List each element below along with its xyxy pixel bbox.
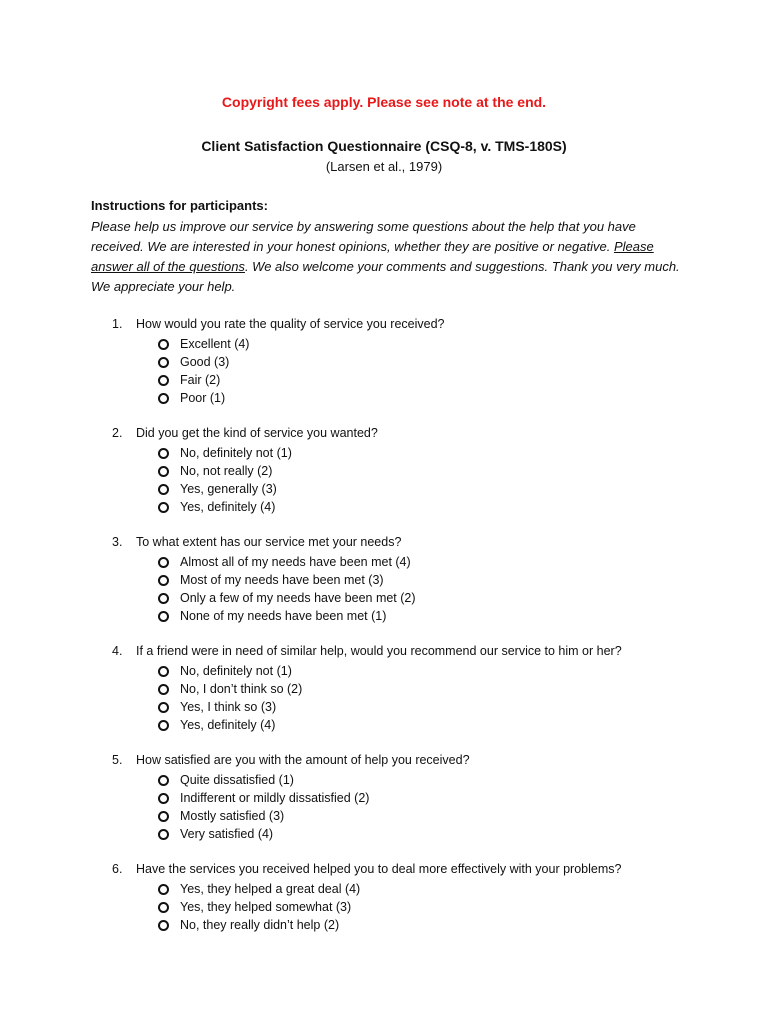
radio-circle-icon[interactable] bbox=[158, 702, 169, 713]
radio-circle-icon[interactable] bbox=[158, 466, 169, 477]
answer-option[interactable] bbox=[158, 789, 369, 807]
answer-option[interactable] bbox=[158, 880, 360, 898]
option-label: Almost all of my needs have been met (4) bbox=[180, 555, 411, 569]
question-list bbox=[0, 317, 768, 971]
radio-circle-icon[interactable] bbox=[158, 829, 169, 840]
question-4 bbox=[0, 644, 768, 753]
instructions-heading: Instructions for participants: bbox=[91, 198, 268, 213]
answer-options bbox=[158, 444, 292, 516]
answer-option[interactable] bbox=[158, 371, 249, 389]
instructions-text-after: . We also welcome your comments and suggestions. Thank you very much. We appreciate your help. bbox=[91, 259, 680, 294]
question-number: 6. bbox=[112, 862, 123, 876]
question-label: How would you rate the quality of service you received? bbox=[136, 317, 445, 331]
option-label: Poor (1) bbox=[180, 391, 226, 405]
question-2 bbox=[0, 426, 768, 535]
option-label: Good (3) bbox=[180, 355, 230, 369]
radio-circle-icon[interactable] bbox=[158, 357, 169, 368]
answer-options bbox=[158, 335, 249, 407]
answer-option[interactable] bbox=[158, 771, 369, 789]
radio-circle-icon[interactable] bbox=[158, 611, 169, 622]
answer-option[interactable] bbox=[158, 480, 292, 498]
answer-options bbox=[158, 553, 416, 625]
answer-option[interactable] bbox=[158, 825, 369, 843]
answer-option[interactable] bbox=[158, 353, 249, 371]
answer-option[interactable] bbox=[158, 444, 292, 462]
citation: (Larsen et al., 1979) bbox=[325, 159, 443, 174]
page-title: Client Satisfaction Questionnaire (CSQ-8, v. TMS-180S) bbox=[201, 138, 567, 154]
option-label: Quite dissatisfied (1) bbox=[180, 773, 294, 787]
answer-option[interactable] bbox=[158, 680, 302, 698]
question-text bbox=[112, 317, 445, 331]
instructions-text bbox=[91, 217, 691, 297]
question-number: 5. bbox=[112, 753, 123, 767]
question-label: Did you get the kind of service you wanted? bbox=[136, 426, 378, 440]
option-label: Most of my needs have been met (3) bbox=[180, 573, 384, 587]
answer-option[interactable] bbox=[158, 389, 249, 407]
radio-circle-icon[interactable] bbox=[158, 502, 169, 513]
option-label: Yes, I think so (3) bbox=[180, 700, 277, 714]
option-label: Mostly satisfied (3) bbox=[180, 809, 285, 823]
question-3 bbox=[0, 535, 768, 644]
radio-circle-icon[interactable] bbox=[158, 666, 169, 677]
answer-option[interactable] bbox=[158, 807, 369, 825]
answer-option[interactable] bbox=[158, 898, 360, 916]
question-number: 4. bbox=[112, 644, 123, 658]
radio-circle-icon[interactable] bbox=[158, 920, 169, 931]
question-1 bbox=[0, 317, 768, 426]
option-label: Yes, definitely (4) bbox=[180, 718, 276, 732]
question-label: If a friend were in need of similar help, would you recommend our service to him or her? bbox=[136, 644, 622, 658]
radio-circle-icon[interactable] bbox=[158, 902, 169, 913]
radio-circle-icon[interactable] bbox=[158, 793, 169, 804]
answer-option[interactable] bbox=[158, 698, 302, 716]
option-label: Indifferent or mildly dissatisfied (2) bbox=[180, 791, 370, 805]
answer-options bbox=[158, 771, 369, 843]
radio-circle-icon[interactable] bbox=[158, 884, 169, 895]
radio-circle-icon[interactable] bbox=[158, 593, 169, 604]
question-number: 2. bbox=[112, 426, 123, 440]
radio-circle-icon[interactable] bbox=[158, 448, 169, 459]
option-label: Yes, they helped somewhat (3) bbox=[180, 900, 352, 914]
question-number: 1. bbox=[112, 317, 123, 331]
radio-circle-icon[interactable] bbox=[158, 775, 169, 786]
option-label: Fair (2) bbox=[180, 373, 221, 387]
radio-circle-icon[interactable] bbox=[158, 393, 169, 404]
question-text bbox=[112, 535, 401, 549]
option-label: No, they really didn’t help (2) bbox=[180, 918, 340, 932]
instructions-text-before: Please help us improve our service by answering some questions about the help that you have received. We are interested in your honest opinions, whether they are positive or negative. bbox=[91, 219, 636, 254]
answer-option[interactable] bbox=[158, 571, 416, 589]
option-label: Yes, definitely (4) bbox=[180, 500, 276, 514]
answer-option[interactable] bbox=[158, 589, 416, 607]
option-label: None of my needs have been met (1) bbox=[180, 609, 387, 623]
answer-option[interactable] bbox=[158, 916, 360, 934]
option-label: No, not really (2) bbox=[180, 464, 273, 478]
radio-circle-icon[interactable] bbox=[158, 484, 169, 495]
answer-option[interactable] bbox=[158, 662, 302, 680]
copyright-notice: Copyright fees apply. Please see note at the end. bbox=[221, 94, 547, 110]
answer-option[interactable] bbox=[158, 335, 249, 353]
question-number: 3. bbox=[112, 535, 123, 549]
option-label: No, I don’t think so (2) bbox=[180, 682, 303, 696]
radio-circle-icon[interactable] bbox=[158, 339, 169, 350]
answer-options bbox=[158, 880, 360, 934]
radio-circle-icon[interactable] bbox=[158, 575, 169, 586]
option-label: Excellent (4) bbox=[180, 337, 250, 351]
option-label: No, definitely not (1) bbox=[180, 446, 292, 460]
answer-option[interactable] bbox=[158, 498, 292, 516]
radio-circle-icon[interactable] bbox=[158, 811, 169, 822]
option-label: Yes, generally (3) bbox=[180, 482, 277, 496]
answer-option[interactable] bbox=[158, 607, 416, 625]
radio-circle-icon[interactable] bbox=[158, 720, 169, 731]
question-text bbox=[112, 862, 621, 876]
radio-circle-icon[interactable] bbox=[158, 375, 169, 386]
instructions-underlined: Please answer all of the questions bbox=[91, 239, 654, 274]
answer-option[interactable] bbox=[158, 716, 302, 734]
question-6 bbox=[0, 862, 768, 971]
question-text bbox=[112, 426, 378, 440]
answer-option[interactable] bbox=[158, 462, 292, 480]
question-label: Have the services you received helped you to deal more effectively with your problems? bbox=[136, 862, 622, 876]
question-label: How satisfied are you with the amount of help you received? bbox=[136, 753, 470, 767]
radio-circle-icon[interactable] bbox=[158, 557, 169, 568]
option-label: Very satisfied (4) bbox=[180, 827, 274, 841]
question-5 bbox=[0, 753, 768, 862]
answer-option[interactable] bbox=[158, 553, 416, 571]
question-text bbox=[112, 644, 622, 658]
answer-options bbox=[158, 662, 302, 734]
option-label: Yes, they helped a great deal (4) bbox=[180, 882, 361, 896]
option-label: No, definitely not (1) bbox=[180, 664, 292, 678]
radio-circle-icon[interactable] bbox=[158, 684, 169, 695]
option-label: Only a few of my needs have been met (2) bbox=[180, 591, 416, 605]
question-text bbox=[112, 753, 470, 767]
question-label: To what extent has our service met your needs? bbox=[136, 535, 402, 549]
